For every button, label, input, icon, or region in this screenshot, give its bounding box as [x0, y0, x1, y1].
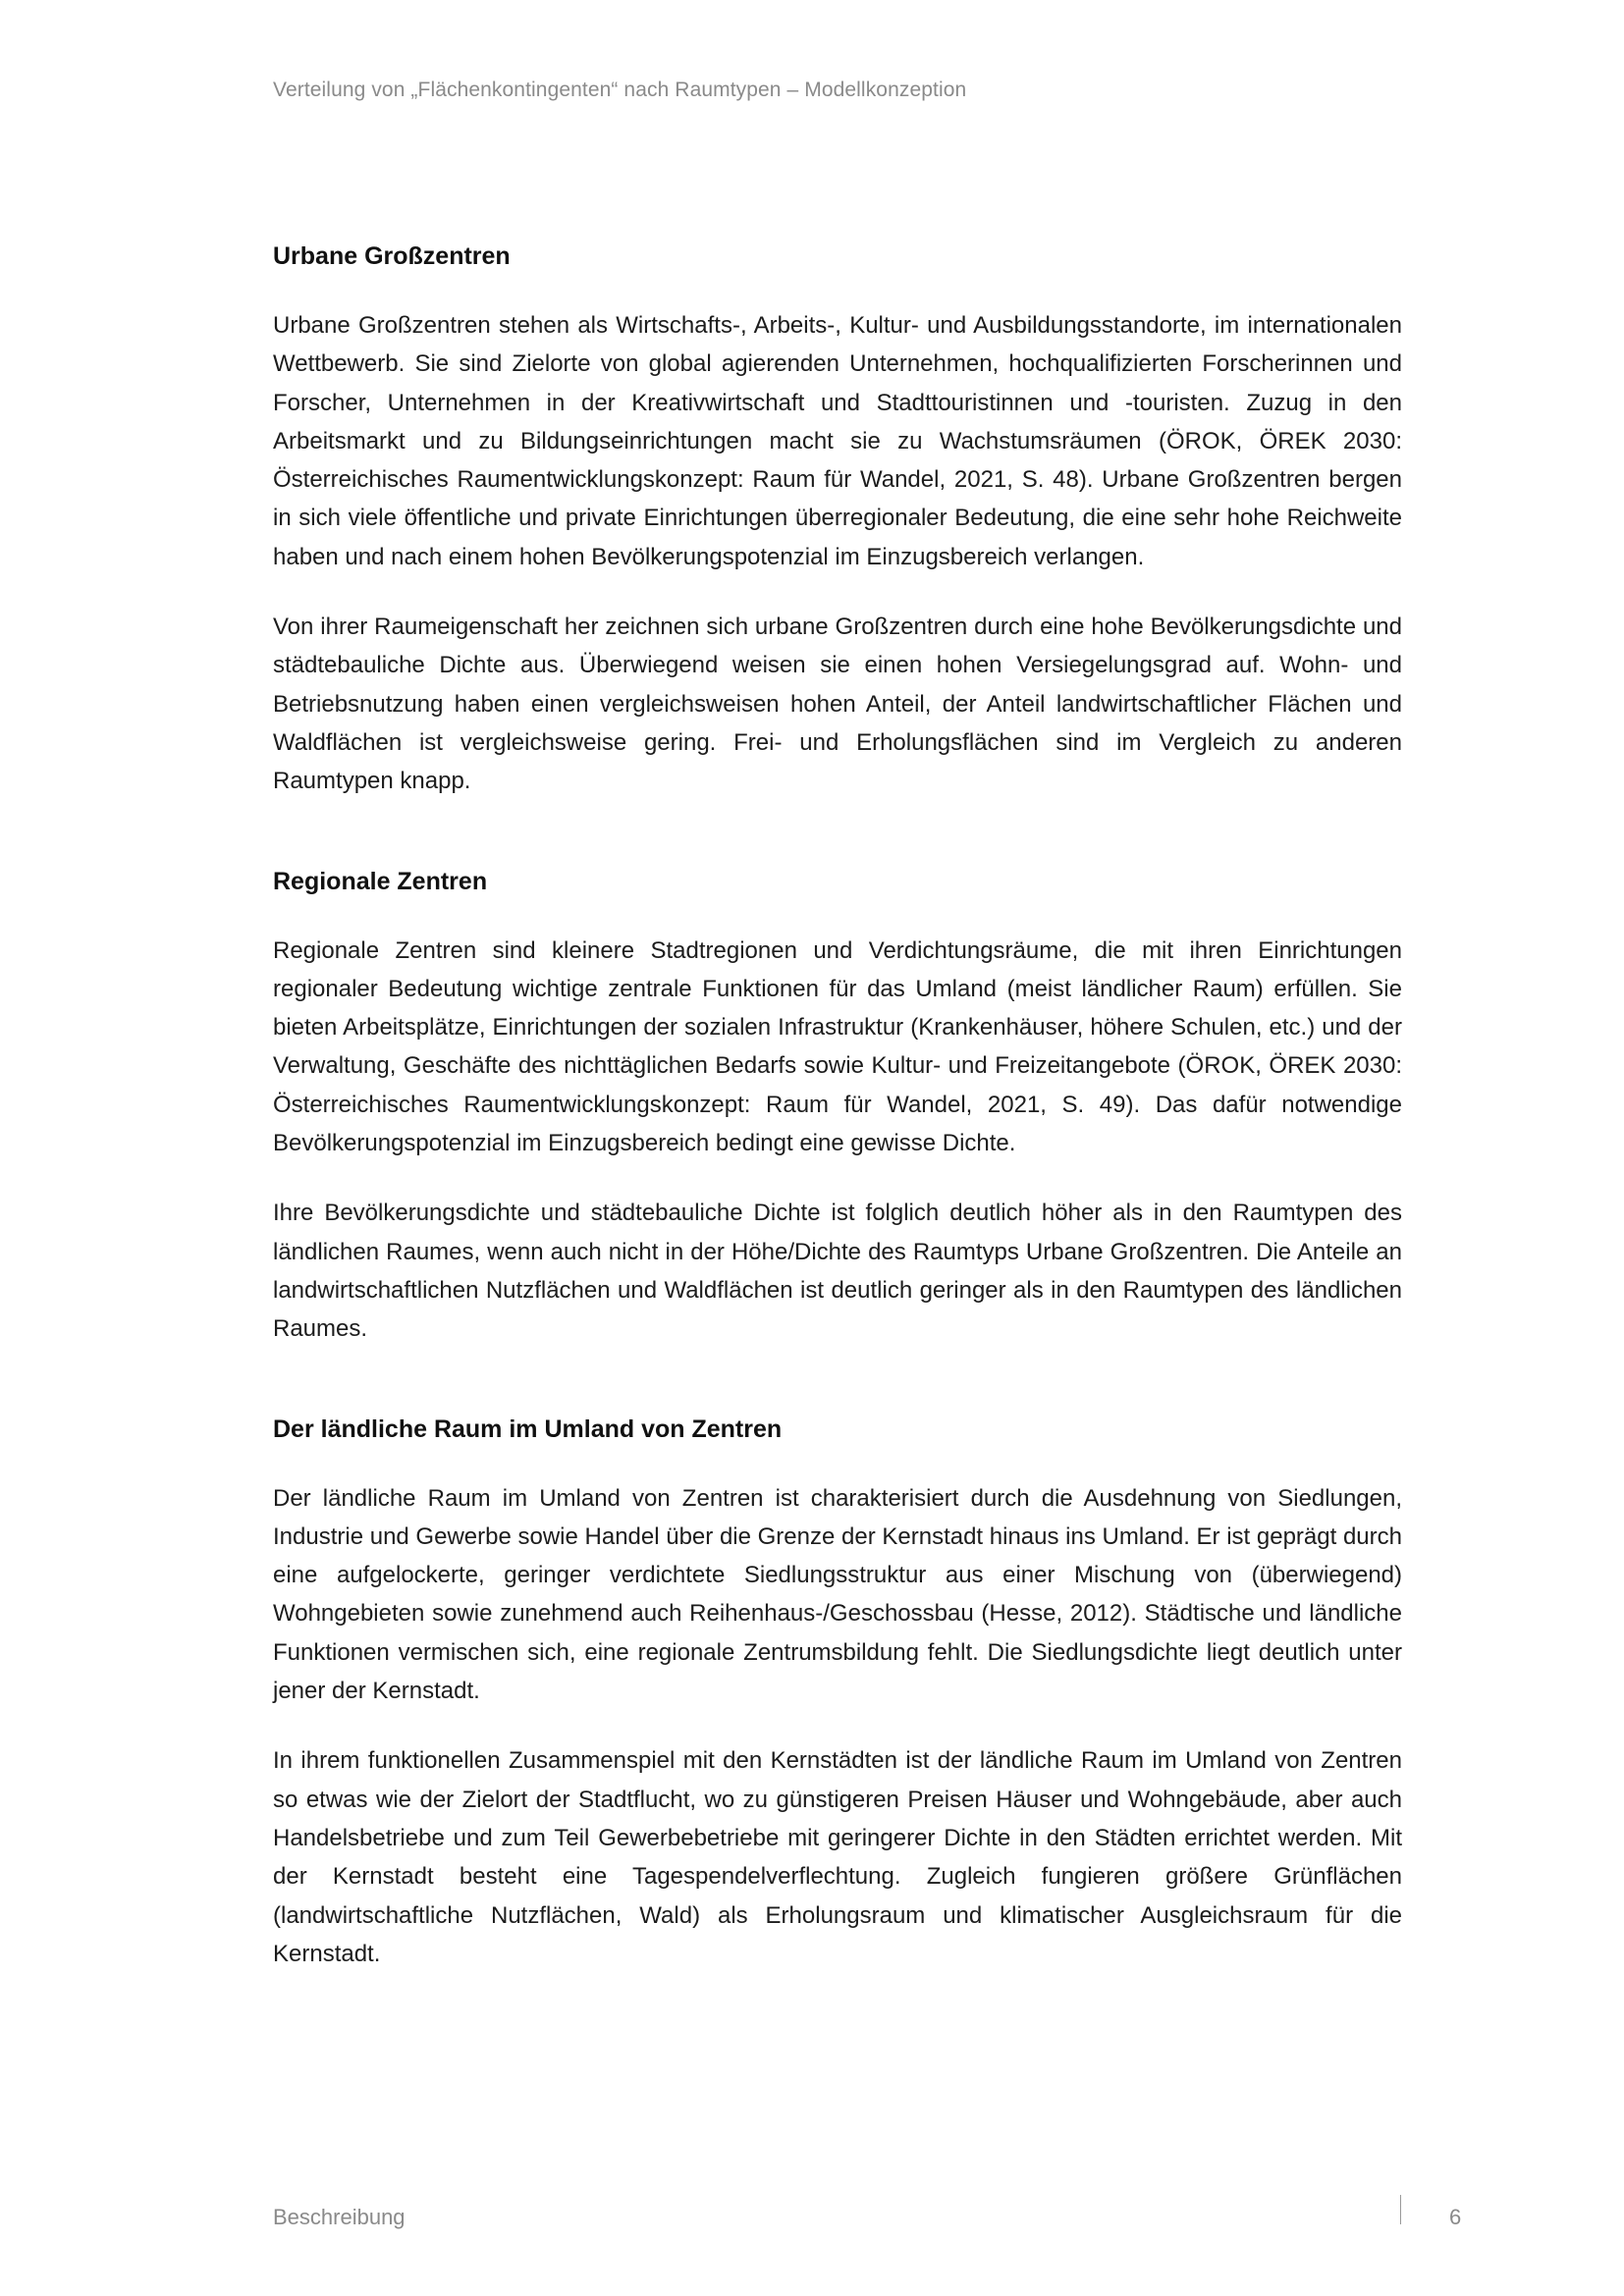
- paragraph: Urbane Großzentren stehen als Wirtschafts-, Arbeits-, Kultur- und Ausbildungsstandorte, im internationalen Wettbewerb. Sie sind Zielorte von global agierenden Unternehmen, hochqualifizierten Forscherinnen und Forscher, Unternehmen in der Kreativwirtschaft und Stadttouristinnen und -touristen. Zuzug in den Arbeitsmarkt und zu Bildungseinrichtungen macht sie zu Wachstumsräumen (ÖROK, ÖREK 2030: Österreichisches Raumentwicklungskonzept: Raum für Wandel, 2021, S. 48). Urbane Großzentren bergen in sich viele öffentliche und private Einrichtungen überregionaler Bedeutung, die eine sehr hohe Reichweite haben und nach einem hohen Bevölkerungspotenzial im Einzugsbereich verlangen.: [273, 312, 1402, 570]
- section-laendlicher-raum-umland: [273, 1413, 1402, 1974]
- footer-divider: [1400, 2195, 1401, 2224]
- running-header-title: Verteilung von „Flächenkontingenten“ nach Raumtypen – Modellkonzeption: [273, 79, 967, 101]
- paragraph: Ihre Bevölkerungsdichte und städtebauliche Dichte ist folglich deutlich höher als in den Raumtypen des ländlichen Raumes, wenn auch nicht in der Höhe/Dichte des Raumtyps Urbane Großzentren. Die Anteile an landwirtschaftlichen Nutzflächen und Waldflächen ist deutlich geringer als in den Raumtypen des ländlichen Raumes.: [273, 1200, 1402, 1343]
- footer-section-label: Beschreibung: [273, 2205, 406, 2229]
- paragraph: Von ihrer Raumeigenschaft her zeichnen sich urbane Großzentren durch eine hohe Bevölkerungsdichte und städtebauliche Dichte aus. Überwiegend weisen sie einen hohen Versiegelungsgrad auf. Wohn- und Betriebsnutzung haben einen vergleichsweisen hohen Anteil, der Anteil landwirtschaftlicher Flächen und Waldflächen ist vergleichsweise gering. Frei- und Erholungsflächen sind im Vergleich zu anderen Raumtypen knapp.: [273, 614, 1402, 795]
- section-heading: Der ländliche Raum im Umland von Zentren: [273, 1415, 783, 1443]
- section-regionale-zentren: [273, 865, 1402, 1349]
- section-heading: Regionale Zentren: [273, 867, 488, 895]
- paragraph: Regionale Zentren sind kleinere Stadtregionen und Verdichtungsräume, die mit ihren Einrichtungen regionaler Bedeutung wichtige zentrale Funktionen für das Umland (meist ländlicher Raum) erfüllen. Sie bieten Arbeitsplätze, Einrichtungen der sozialen Infrastruktur (Krankenhäuser, höhere Schulen, etc.) und der Verwaltung, Geschäfte des nichttäglichen Bedarfs sowie Kultur- und Freizeitangebote (ÖROK, ÖREK 2030: Österreichisches Raumentwicklungskonzept: Raum für Wandel, 2021, S. 49). Das dafür notwendige Bevölkerungspotenzial im Einzugsbereich bedingt eine gewisse Dichte.: [273, 936, 1402, 1157]
- document-body: [273, 240, 1402, 1973]
- section-heading: Urbane Großzentren: [273, 242, 511, 270]
- section-urbane-grosszentren: [273, 240, 1402, 801]
- paragraph: Der ländliche Raum im Umland von Zentren ist charakterisiert durch die Ausdehnung von Siedlungen, Industrie und Gewerbe sowie Handel über die Grenze der Kernstadt hinaus ins Umland. Er ist geprägt durch eine aufgelockerte, geringer verdichtete Siedlungsstruktur aus einer Mischung von (überwiegend) Wohngebieten sowie zunehmend auch Reihenhaus-/Geschossbau (Hesse, 2012). Städtische und ländliche Funktionen vermischen sich, eine regionale Zentrumsbildung fehlt. Die Siedlungsdichte liegt deutlich unter jener der Kernstadt.: [273, 1484, 1402, 1705]
- paragraph: In ihrem funktionellen Zusammenspiel mit den Kernstädten ist der ländliche Raum im Umland von Zentren so etwas wie der Zielort der Stadtflucht, wo zu günstigeren Preisen Häuser und Wohngebäude, aber auch Handelsbetriebe und zum Teil Gewerbebetriebe mit geringerer Dichte in den Städten errichtet werden. Mit der Kernstadt besteht eine Tagespendelverflechtung. Zugleich fungieren größere Grünflächen (landwirtschaftliche Nutzflächen, Wald) als Erholungsraum und klimatischer Ausgleichsraum für die Kernstadt.: [273, 1747, 1402, 1967]
- page-number: 6: [1449, 2205, 1462, 2229]
